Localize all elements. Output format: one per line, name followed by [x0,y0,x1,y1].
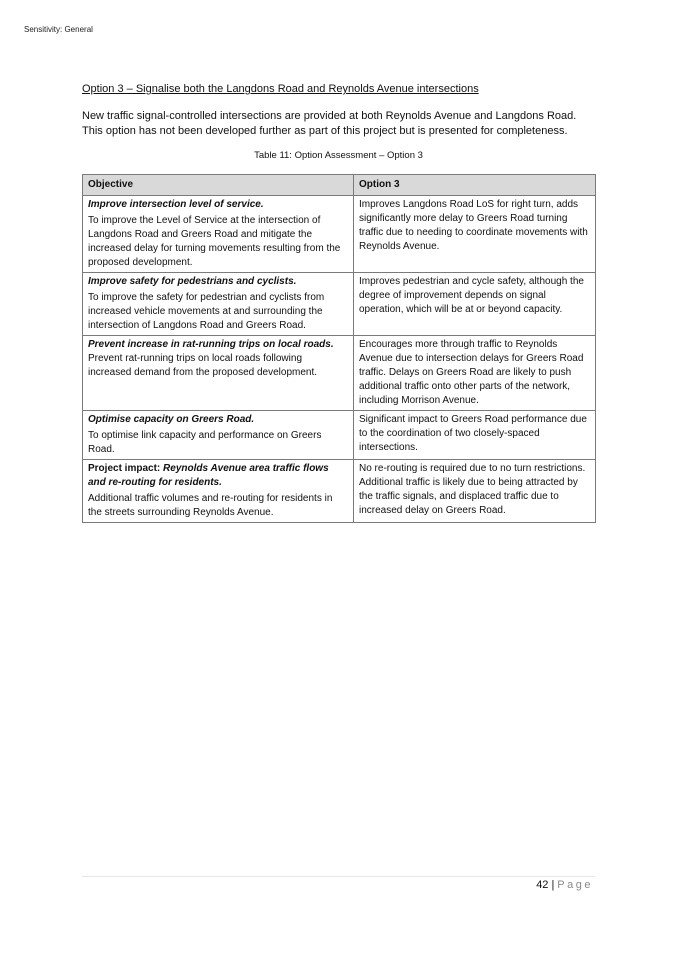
table-row [83,460,596,523]
objective-title-wrapper [88,462,348,490]
objective-prefix: Project impact: [88,463,164,474]
header-option: Option 3 [354,175,596,196]
assessment-cell: Improves Langdons Road LoS for right turn, adds significantly more delay to Greers Road turning traffic due to needing to coordinate movements with Reynolds Avenue. [354,196,596,273]
table-row [83,196,596,273]
objective-title: Improve safety for pedestrians and cyclists. [88,276,297,287]
option-assessment-table [82,174,596,523]
objective-title: Reynolds Avenue area traffic flows and re-routing for residents. [88,463,329,488]
assessment-cell: Improves pedestrian and cycle safety, although the degree of improvement depends on signal operation, which will be at or beyond capacity. [354,273,596,336]
objective-cell [83,460,354,523]
intro-paragraph: New traffic signal-controlled intersections are provided at both Reynolds Avenue and Langdons Road. This option has not been developed further as part of this project but is presented for completeness. [82,110,577,137]
page-number: 42 [536,879,549,891]
assessment-cell: Significant impact to Greers Road performance due to the coordination of two closely-spaced intersections. [354,411,596,460]
footer-divider [82,876,595,877]
objective-title: Optimise capacity on Greers Road. [88,414,255,425]
objective-title: Prevent increase in rat-running trips on local roads. [88,339,334,350]
header-objective: Objective [83,175,354,196]
objective-description: Prevent rat-running trips on local roads following increased demand from the proposed development. [88,353,318,378]
table-row [83,336,596,411]
table-caption: Table 11: Option Assessment – Option 3 [254,150,423,161]
objective-cell [83,196,354,273]
document-body [82,82,595,523]
objective-description: To improve the safety for pedestrian and cyclists from increased vehicle movements at and surrounding the intersection of Langdons Road and Greers Road. [88,292,325,331]
page-separator: | [551,879,555,891]
objective-title: Improve intersection level of service. [88,199,264,210]
sensitivity-label: Sensitivity: General [24,25,93,34]
page-footer [536,879,593,891]
table-row [83,273,596,336]
table-row [83,411,596,460]
assessment-cell: No re-routing is required due to no turn restrictions. Additional traffic is likely due to being attracted by the traffic signals, and displaced traffic due to increased delay on Greers Road. [354,460,596,523]
objective-description: Additional traffic volumes and re-routing for residents in the streets surrounding Reynolds Avenue. [88,493,333,518]
objective-cell [83,336,354,411]
page-label: Page [557,879,593,891]
assessment-cell: Encourages more through traffic to Reynolds Avenue due to intersection delays for Greers Road traffic. Delays on Greers Road are likely to push additional traffic onto other parts of the network, including Morrison Avenue. [354,336,596,411]
section-heading: Option 3 – Signalise both the Langdons Road and Reynolds Avenue intersections [82,83,479,95]
objective-cell [83,411,354,460]
table-header-row [83,175,596,196]
objective-description: To improve the Level of Service at the intersection of Langdons Road and Greers Road and mitigate the increased delay for turning movements resulting from the proposed development. [88,215,341,268]
objective-cell [83,273,354,336]
objective-description: To optimise link capacity and performance on Greers Road. [88,430,322,455]
